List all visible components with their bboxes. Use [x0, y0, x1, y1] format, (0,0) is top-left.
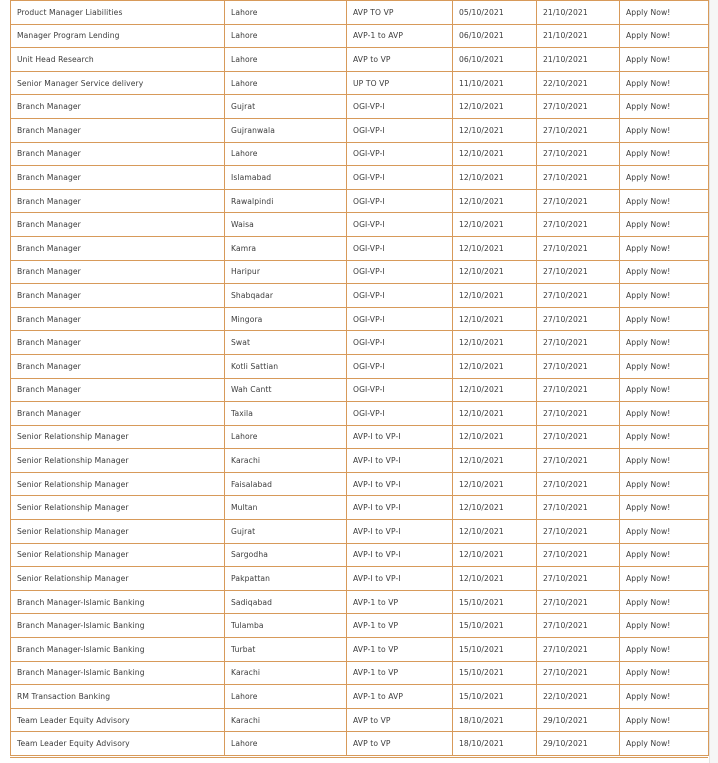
closing-date: 27/10/2021	[537, 496, 620, 520]
job-title: Branch Manager	[11, 331, 225, 355]
job-location: Pakpattan	[225, 567, 347, 591]
table-row	[11, 661, 709, 685]
job-grade: AVP-I to VP-I	[347, 496, 453, 520]
job-title: Branch Manager	[11, 260, 225, 284]
job-location: Swat	[225, 331, 347, 355]
table-row	[11, 213, 709, 237]
start-date: 12/10/2021	[453, 496, 537, 520]
start-date: 12/10/2021	[453, 260, 537, 284]
apply-now-link[interactable]: Apply Now!	[620, 614, 709, 638]
closing-date: 29/10/2021	[537, 708, 620, 732]
job-grade: OGI-VP-I	[347, 331, 453, 355]
job-title: Senior Relationship Manager	[11, 472, 225, 496]
apply-now-link[interactable]: Apply Now!	[620, 402, 709, 426]
job-location: Gujrat	[225, 520, 347, 544]
job-location: Turbat	[225, 638, 347, 662]
start-date: 12/10/2021	[453, 472, 537, 496]
job-rows	[11, 1, 709, 756]
job-grade: OGI-VP-I	[347, 354, 453, 378]
job-title: Senior Relationship Manager	[11, 425, 225, 449]
job-location: Haripur	[225, 260, 347, 284]
start-date: 12/10/2021	[453, 567, 537, 591]
job-title: Branch Manager	[11, 402, 225, 426]
job-grade: AVP-I to VP-I	[347, 449, 453, 473]
job-grade: AVP-1 to VP	[347, 638, 453, 662]
job-location: Lahore	[225, 24, 347, 48]
job-grade: OGI-VP-I	[347, 95, 453, 119]
closing-date: 27/10/2021	[537, 166, 620, 190]
start-date: 12/10/2021	[453, 118, 537, 142]
closing-date: 27/10/2021	[537, 213, 620, 237]
job-grade: OGI-VP-I	[347, 142, 453, 166]
job-title: Branch Manager	[11, 142, 225, 166]
job-location: Multan	[225, 496, 347, 520]
job-location: Lahore	[225, 48, 347, 72]
start-date: 12/10/2021	[453, 213, 537, 237]
job-title: Team Leader Equity Advisory	[11, 708, 225, 732]
table-row	[11, 708, 709, 732]
job-grade: AVP-I to VP-I	[347, 543, 453, 567]
job-location: Gujranwala	[225, 118, 347, 142]
start-date: 15/10/2021	[453, 685, 537, 709]
start-date: 06/10/2021	[453, 24, 537, 48]
table-row	[11, 189, 709, 213]
job-title: Branch Manager	[11, 236, 225, 260]
job-title: Senior Relationship Manager	[11, 496, 225, 520]
closing-date: 27/10/2021	[537, 236, 620, 260]
job-title: Branch Manager-Islamic Banking	[11, 614, 225, 638]
table-row	[11, 284, 709, 308]
closing-date: 27/10/2021	[537, 118, 620, 142]
job-grade: AVP-1 to VP	[347, 590, 453, 614]
start-date: 15/10/2021	[453, 638, 537, 662]
apply-now-link[interactable]: Apply Now!	[620, 472, 709, 496]
job-location: Wah Cantt	[225, 378, 347, 402]
job-location: Waisa	[225, 213, 347, 237]
job-grade: AVP-I to VP-I	[347, 520, 453, 544]
table-row	[11, 331, 709, 355]
job-title: Branch Manager-Islamic Banking	[11, 661, 225, 685]
closing-date: 27/10/2021	[537, 449, 620, 473]
job-grade: AVP-1 to VP	[347, 614, 453, 638]
job-grade: OGI-VP-I	[347, 213, 453, 237]
closing-date: 27/10/2021	[537, 307, 620, 331]
job-location: Lahore	[225, 142, 347, 166]
table-row	[11, 402, 709, 426]
job-title: Branch Manager-Islamic Banking	[11, 638, 225, 662]
closing-date: 27/10/2021	[537, 95, 620, 119]
job-grade: AVP to VP	[347, 48, 453, 72]
job-grade: OGI-VP-I	[347, 236, 453, 260]
table-row	[11, 685, 709, 709]
apply-now-link[interactable]: Apply Now!	[620, 284, 709, 308]
apply-now-link[interactable]: Apply Now!	[620, 260, 709, 284]
table-row	[11, 472, 709, 496]
closing-date: 21/10/2021	[537, 48, 620, 72]
job-title: Branch Manager	[11, 118, 225, 142]
job-title: Team Leader Equity Advisory	[11, 732, 225, 756]
closing-date: 27/10/2021	[537, 189, 620, 213]
start-date: 12/10/2021	[453, 236, 537, 260]
start-date: 12/10/2021	[453, 307, 537, 331]
table-row	[11, 496, 709, 520]
table-row	[11, 567, 709, 591]
table-row	[11, 307, 709, 331]
start-date: 12/10/2021	[453, 142, 537, 166]
job-title: Product Manager Liabilities	[11, 1, 225, 25]
job-location: Lahore	[225, 1, 347, 25]
table-row	[11, 142, 709, 166]
job-grade: OGI-VP-I	[347, 307, 453, 331]
closing-date: 27/10/2021	[537, 402, 620, 426]
closing-date: 21/10/2021	[537, 24, 620, 48]
closing-date: 22/10/2021	[537, 685, 620, 709]
closing-date: 27/10/2021	[537, 260, 620, 284]
table-row	[11, 520, 709, 544]
closing-date: 27/10/2021	[537, 472, 620, 496]
job-title: Branch Manager	[11, 95, 225, 119]
apply-now-link[interactable]: Apply Now!	[620, 354, 709, 378]
apply-now-link[interactable]: Apply Now!	[620, 685, 709, 709]
closing-date: 27/10/2021	[537, 661, 620, 685]
apply-now-link[interactable]: Apply Now!	[620, 496, 709, 520]
apply-now-link[interactable]: Apply Now!	[620, 520, 709, 544]
job-location: Gujrat	[225, 95, 347, 119]
start-date: 12/10/2021	[453, 520, 537, 544]
closing-date: 27/10/2021	[537, 142, 620, 166]
start-date: 12/10/2021	[453, 543, 537, 567]
job-grade: OGI-VP-I	[347, 166, 453, 190]
closing-date: 27/10/2021	[537, 520, 620, 544]
job-grade: AVP to VP	[347, 732, 453, 756]
apply-now-link[interactable]: Apply Now!	[620, 378, 709, 402]
job-location: Tulamba	[225, 614, 347, 638]
job-title: RM Transaction Banking	[11, 685, 225, 709]
apply-now-link[interactable]: Apply Now!	[620, 567, 709, 591]
table-row	[11, 378, 709, 402]
job-location: Shabqadar	[225, 284, 347, 308]
start-date: 15/10/2021	[453, 661, 537, 685]
apply-now-link[interactable]: Apply Now!	[620, 95, 709, 119]
closing-date: 27/10/2021	[537, 284, 620, 308]
job-location: Karachi	[225, 449, 347, 473]
job-grade: UP TO VP	[347, 71, 453, 95]
job-grade: AVP TO VP	[347, 1, 453, 25]
job-grade: OGI-VP-I	[347, 189, 453, 213]
closing-date: 29/10/2021	[537, 732, 620, 756]
table-row	[11, 48, 709, 72]
apply-now-link[interactable]: Apply Now!	[620, 142, 709, 166]
table-row	[11, 166, 709, 190]
closing-date: 21/10/2021	[537, 1, 620, 25]
table-row	[11, 236, 709, 260]
job-location: Lahore	[225, 732, 347, 756]
start-date: 06/10/2021	[453, 48, 537, 72]
apply-now-link[interactable]: Apply Now!	[620, 189, 709, 213]
job-title: Branch Manager	[11, 189, 225, 213]
job-grade: AVP-I to VP-I	[347, 567, 453, 591]
apply-now-link[interactable]: Apply Now!	[620, 331, 709, 355]
table-row	[11, 425, 709, 449]
job-grade: OGI-VP-I	[347, 402, 453, 426]
apply-now-link[interactable]: Apply Now!	[620, 118, 709, 142]
apply-now-link[interactable]: Apply Now!	[620, 732, 709, 756]
table-row	[11, 449, 709, 473]
closing-date: 22/10/2021	[537, 71, 620, 95]
job-title: Branch Manager	[11, 354, 225, 378]
apply-now-link[interactable]: Apply Now!	[620, 166, 709, 190]
job-title: Branch Manager	[11, 213, 225, 237]
apply-now-link[interactable]: Apply Now!	[620, 543, 709, 567]
job-grade: AVP-1 to AVP	[347, 24, 453, 48]
closing-date: 27/10/2021	[537, 354, 620, 378]
job-grade: AVP-1 to AVP	[347, 685, 453, 709]
table-row	[11, 543, 709, 567]
start-date: 12/10/2021	[453, 189, 537, 213]
start-date: 12/10/2021	[453, 284, 537, 308]
apply-now-link[interactable]: Apply Now!	[620, 708, 709, 732]
apply-now-link[interactable]: Apply Now!	[620, 213, 709, 237]
job-grade: OGI-VP-I	[347, 378, 453, 402]
start-date: 12/10/2021	[453, 166, 537, 190]
job-grade: AVP-I to VP-I	[347, 425, 453, 449]
apply-now-link[interactable]: Apply Now!	[620, 425, 709, 449]
closing-date: 27/10/2021	[537, 638, 620, 662]
table-row	[11, 260, 709, 284]
start-date: 11/10/2021	[453, 71, 537, 95]
closing-date: 27/10/2021	[537, 614, 620, 638]
start-date: 12/10/2021	[453, 378, 537, 402]
start-date: 05/10/2021	[453, 1, 537, 25]
table-row	[11, 590, 709, 614]
job-grade: OGI-VP-I	[347, 284, 453, 308]
start-date: 12/10/2021	[453, 331, 537, 355]
apply-now-link[interactable]: Apply Now!	[620, 236, 709, 260]
apply-now-link[interactable]: Apply Now!	[620, 661, 709, 685]
start-date: 15/10/2021	[453, 614, 537, 638]
apply-now-link[interactable]: Apply Now!	[620, 590, 709, 614]
table-bottom-edge	[10, 757, 708, 763]
job-location: Kotli Sattian	[225, 354, 347, 378]
apply-now-link[interactable]: Apply Now!	[620, 71, 709, 95]
job-location: Lahore	[225, 425, 347, 449]
closing-date: 27/10/2021	[537, 590, 620, 614]
job-grade: AVP-1 to VP	[347, 661, 453, 685]
job-title: Senior Manager Service delivery	[11, 71, 225, 95]
apply-now-link[interactable]: Apply Now!	[620, 307, 709, 331]
job-grade: AVP-I to VP-I	[347, 472, 453, 496]
apply-now-link[interactable]: Apply Now!	[620, 1, 709, 25]
apply-now-link[interactable]: Apply Now!	[620, 449, 709, 473]
table-row	[11, 24, 709, 48]
closing-date: 27/10/2021	[537, 425, 620, 449]
job-location: Faisalabad	[225, 472, 347, 496]
job-location: Mingora	[225, 307, 347, 331]
job-grade: AVP to VP	[347, 708, 453, 732]
job-location: Kamra	[225, 236, 347, 260]
start-date: 18/10/2021	[453, 708, 537, 732]
apply-now-link[interactable]: Apply Now!	[620, 24, 709, 48]
closing-date: 27/10/2021	[537, 378, 620, 402]
table-row	[11, 71, 709, 95]
job-grade: OGI-VP-I	[347, 118, 453, 142]
start-date: 12/10/2021	[453, 425, 537, 449]
job-title: Branch Manager	[11, 284, 225, 308]
start-date: 12/10/2021	[453, 95, 537, 119]
job-location: Sargodha	[225, 543, 347, 567]
apply-now-link[interactable]: Apply Now!	[620, 638, 709, 662]
job-location: Taxila	[225, 402, 347, 426]
job-title: Senior Relationship Manager	[11, 520, 225, 544]
job-title: Senior Relationship Manager	[11, 567, 225, 591]
start-date: 18/10/2021	[453, 732, 537, 756]
job-listings-table	[10, 0, 709, 756]
table-row	[11, 95, 709, 119]
apply-now-link[interactable]: Apply Now!	[620, 48, 709, 72]
job-title: Branch Manager	[11, 307, 225, 331]
job-location: Karachi	[225, 708, 347, 732]
table-row	[11, 732, 709, 756]
job-title: Senior Relationship Manager	[11, 543, 225, 567]
start-date: 15/10/2021	[453, 590, 537, 614]
job-title: Branch Manager	[11, 378, 225, 402]
job-title: Branch Manager	[11, 166, 225, 190]
closing-date: 27/10/2021	[537, 567, 620, 591]
table-row	[11, 1, 709, 25]
job-location: Islamabad	[225, 166, 347, 190]
table-row	[11, 638, 709, 662]
start-date: 12/10/2021	[453, 402, 537, 426]
job-location: Rawalpindi	[225, 189, 347, 213]
table-row	[11, 614, 709, 638]
job-title: Unit Head Research	[11, 48, 225, 72]
start-date: 12/10/2021	[453, 354, 537, 378]
job-title: Branch Manager-Islamic Banking	[11, 590, 225, 614]
closing-date: 27/10/2021	[537, 331, 620, 355]
job-location: Lahore	[225, 685, 347, 709]
job-location: Lahore	[225, 71, 347, 95]
job-location: Karachi	[225, 661, 347, 685]
job-location: Sadiqabad	[225, 590, 347, 614]
start-date: 12/10/2021	[453, 449, 537, 473]
job-grade: OGI-VP-I	[347, 260, 453, 284]
table-row	[11, 118, 709, 142]
closing-date: 27/10/2021	[537, 543, 620, 567]
job-title: Senior Relationship Manager	[11, 449, 225, 473]
page-scrollbar[interactable]	[709, 0, 718, 763]
table-row	[11, 354, 709, 378]
job-title: Manager Program Lending	[11, 24, 225, 48]
